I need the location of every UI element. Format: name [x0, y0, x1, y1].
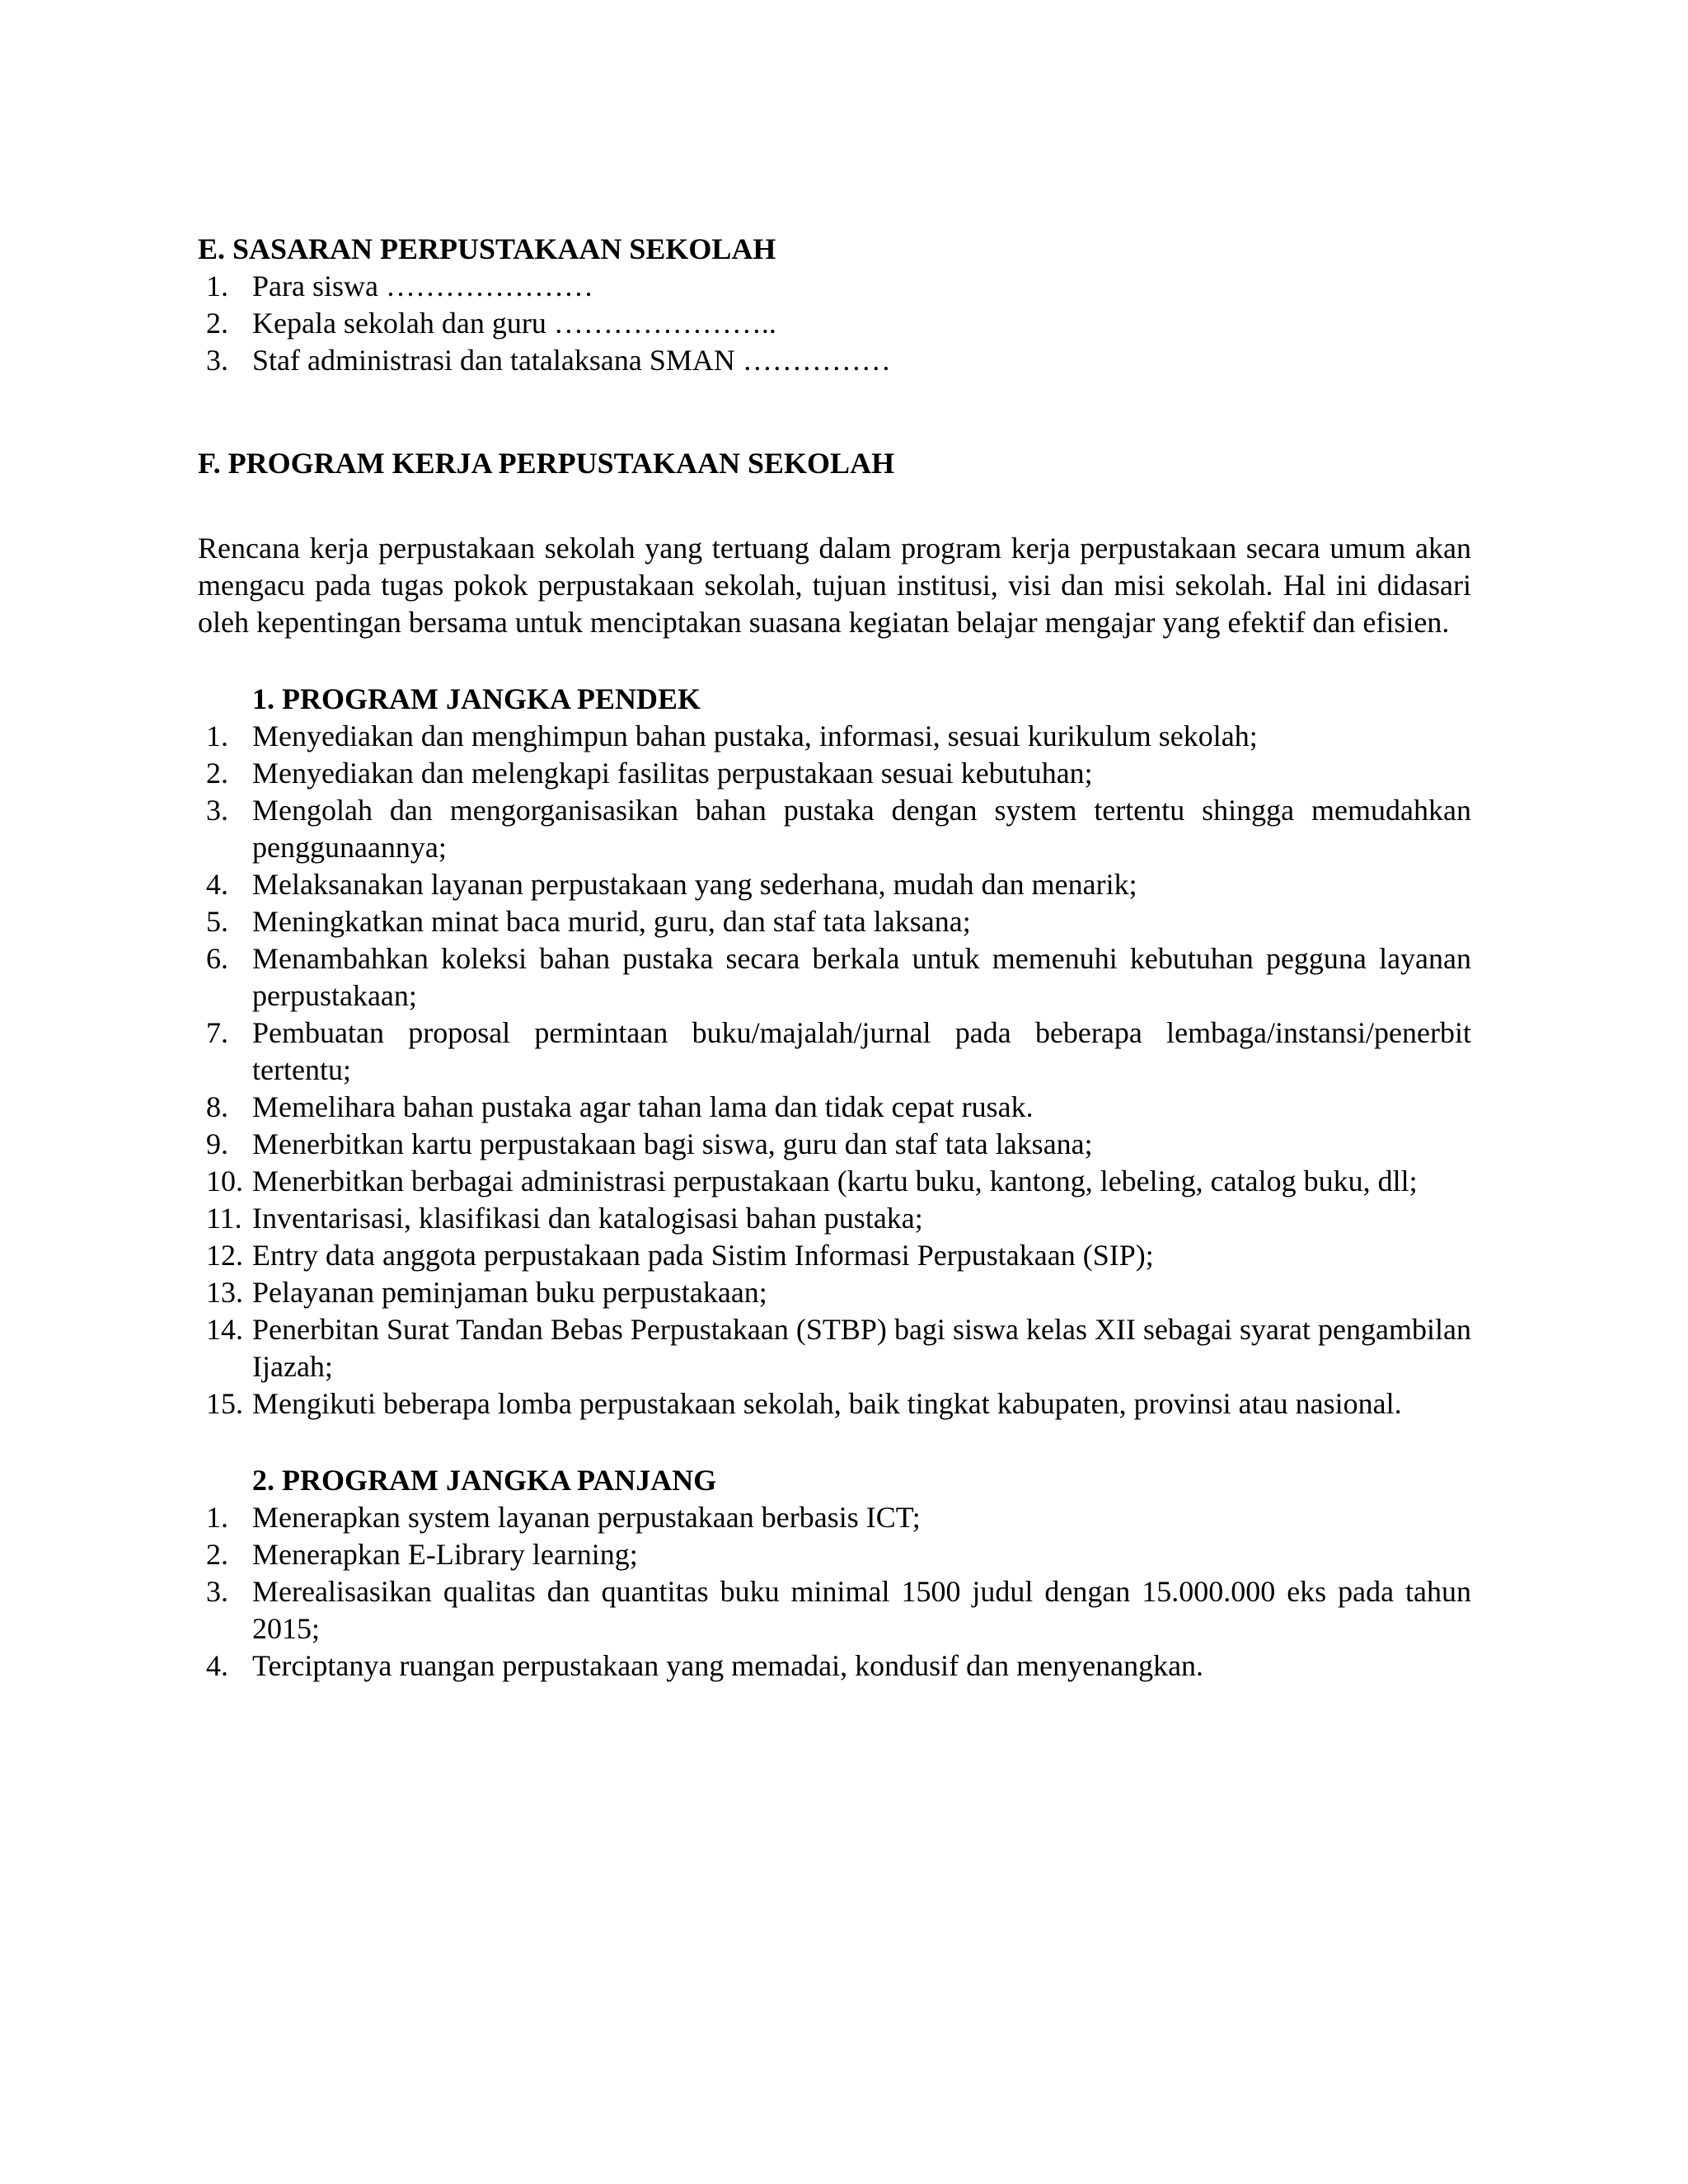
short-term-title: 1. PROGRAM JANGKA PENDEK — [252, 682, 701, 715]
list-item-number — [198, 1126, 252, 1163]
list-item-number-text: 15. — [206, 1387, 243, 1420]
list-item — [198, 342, 1471, 379]
list-item-text: Mengikuti beberapa lomba perpustakaan sekolah, baik tingkat kabupaten, provinsi atau nasional. — [252, 1387, 1402, 1420]
list-item-number — [198, 866, 252, 903]
list-item — [198, 268, 1471, 305]
list-item-text: Merealisasikan qualitas dan quantitas buku minimal 1500 judul dengan 15.000.000 eks pada tahun 2015; — [252, 1575, 1471, 1645]
list-item-number-text: 9. — [206, 1127, 228, 1160]
list-item-number — [198, 1163, 252, 1200]
list-item-text: Menambahkan koleksi bahan pustaka secara berkala untuk memenuhi kebutuhan pegguna layanan perpustakaan; — [252, 942, 1471, 1012]
section-f-title: F. PROGRAM KERJA PERPUSTAKAAN SEKOLAH — [198, 447, 895, 480]
list-item-number — [198, 792, 252, 866]
list-item-number — [198, 342, 252, 379]
list-item — [198, 1311, 1471, 1385]
list-item — [198, 792, 1471, 866]
list-item — [198, 1089, 1471, 1126]
list-item-number-text: 2. — [206, 1538, 228, 1571]
list-item-text: Pelayanan peminjaman buku perpustakaan; — [252, 1276, 767, 1309]
section-e-list — [198, 268, 1471, 379]
list-item — [198, 1200, 1471, 1237]
list-item — [198, 1536, 1471, 1573]
list-item — [198, 1499, 1471, 1536]
list-item-text: Para siswa ………………… — [252, 269, 593, 302]
list-item-text: Entry data anggota perpustakaan pada Sistim Informasi Perpustakaan (SIP); — [252, 1239, 1154, 1272]
list-item-number — [198, 1274, 252, 1311]
list-item-number — [198, 1015, 252, 1089]
list-item-number-text: 7. — [206, 1016, 228, 1049]
list-item — [198, 1274, 1471, 1311]
list-item-number — [198, 1311, 252, 1385]
list-item-number-text: 2. — [206, 757, 228, 790]
list-item-number-text: 10. — [206, 1165, 243, 1197]
list-item-number — [198, 1385, 252, 1422]
list-item-number — [198, 1536, 252, 1573]
list-item-text: Mengolah dan mengorganisasikan bahan pustaka dengan system tertentu shingga memudahkan penggunaannya; — [252, 794, 1471, 864]
list-item-number-text: 14. — [206, 1313, 243, 1346]
list-item-number — [198, 305, 252, 342]
list-item — [198, 1573, 1471, 1647]
list-item — [198, 1647, 1471, 1685]
list-item-number-text: 1. — [206, 269, 228, 302]
list-item — [198, 755, 1471, 792]
list-item — [198, 1237, 1471, 1274]
list-item — [198, 903, 1471, 940]
list-item — [198, 718, 1471, 755]
list-item-text: Inventarisasi, klasifikasi dan katalogisasi bahan pustaka; — [252, 1202, 923, 1235]
list-item-text: Menerapkan system layanan perpustakaan berbasis ICT; — [252, 1501, 921, 1534]
list-item-text: Meningkatkan minat baca murid, guru, dan staf tata laksana; — [252, 905, 971, 938]
short-term-list — [198, 718, 1471, 1422]
list-item-number — [198, 1499, 252, 1536]
list-item — [198, 1163, 1471, 1200]
list-item-number-text: 3. — [206, 1575, 228, 1608]
list-item-number-text: 3. — [206, 344, 228, 377]
list-item-number-text: 4. — [206, 1649, 228, 1682]
list-item-text: Kepala sekolah dan guru ………………….. — [252, 307, 776, 340]
list-item-text: Terciptanya ruangan perpustakaan yang memadai, kondusif dan menyenangkan. — [252, 1649, 1204, 1682]
list-item-text: Menerbitkan berbagai administrasi perpustakaan (kartu buku, kantong, lebeling, catalog buku, dll; — [252, 1165, 1418, 1197]
list-item-text: Menerbitkan kartu perpustakaan bagi siswa, guru dan staf tata laksana; — [252, 1127, 1093, 1160]
list-item-number-text: 2. — [206, 307, 228, 340]
list-item — [198, 305, 1471, 342]
list-item-number — [198, 1647, 252, 1685]
list-item-text: Menyediakan dan menghimpun bahan pustaka, informasi, sesuai kurikulum sekolah; — [252, 719, 1258, 752]
list-item-number-text: 11. — [206, 1202, 242, 1235]
list-item-number — [198, 940, 252, 1015]
list-item-text: Melaksanakan layanan perpustakaan yang sederhana, mudah dan menarik; — [252, 868, 1137, 901]
long-term-title: 2. PROGRAM JANGKA PANJANG — [252, 1464, 717, 1497]
list-item-text: Pembuatan proposal permintaan buku/majalah/jurnal pada beberapa lembaga/instansi/penerbit tertentu; — [252, 1016, 1471, 1086]
section-e-title: E. SASARAN PERPUSTAKAAN SEKOLAH — [198, 232, 776, 265]
list-item-number-text: 1. — [206, 719, 228, 752]
list-item — [198, 1385, 1471, 1422]
list-item-number — [198, 1237, 252, 1274]
section-f-paragraph: Rencana kerja perpustakaan sekolah yang tertuang dalam program kerja perpustakaan secara umum akan mengacu pada tugas pokok perpustakaan sekolah, tujuan institusi, visi dan misi sekolah. Hal ini didasari oleh kepentingan bersama untuk menciptakan suasana kegiatan belajar mengajar yang efektif dan efisien. — [198, 532, 1471, 639]
list-item-number-text: 5. — [206, 905, 228, 938]
list-item — [198, 866, 1471, 903]
list-item-text: Staf administrasi dan tatalaksana SMAN …………… — [252, 344, 891, 377]
list-item-number-text: 3. — [206, 794, 228, 827]
list-item — [198, 940, 1471, 1015]
list-item-number-text: 13. — [206, 1276, 243, 1309]
list-item-number — [198, 1573, 252, 1647]
list-item-number — [198, 1200, 252, 1237]
list-item-number — [198, 1089, 252, 1126]
list-item-number — [198, 718, 252, 755]
list-item-number — [198, 903, 252, 940]
list-item — [198, 1015, 1471, 1089]
list-item-text: Menerapkan E-Library learning; — [252, 1538, 638, 1571]
list-item-number — [198, 268, 252, 305]
list-item-number-text: 12. — [206, 1239, 243, 1272]
long-term-list — [198, 1499, 1471, 1685]
list-item-number-text: 4. — [206, 868, 228, 901]
list-item-text: Memelihara bahan pustaka agar tahan lama dan tidak cepat rusak. — [252, 1090, 1034, 1123]
document-body — [198, 231, 1471, 1685]
list-item-number — [198, 755, 252, 792]
list-item — [198, 1126, 1471, 1163]
list-item-number-text: 6. — [206, 942, 228, 975]
list-item-number-text: 1. — [206, 1501, 228, 1534]
list-item-number-text: 8. — [206, 1090, 228, 1123]
list-item-text: Menyediakan dan melengkapi fasilitas perpustakaan sesuai kebutuhan; — [252, 757, 1093, 790]
list-item-text: Penerbitan Surat Tandan Bebas Perpustakaan (STBP) bagi siswa kelas XII sebagai syarat pengambilan Ijazah; — [252, 1313, 1471, 1383]
